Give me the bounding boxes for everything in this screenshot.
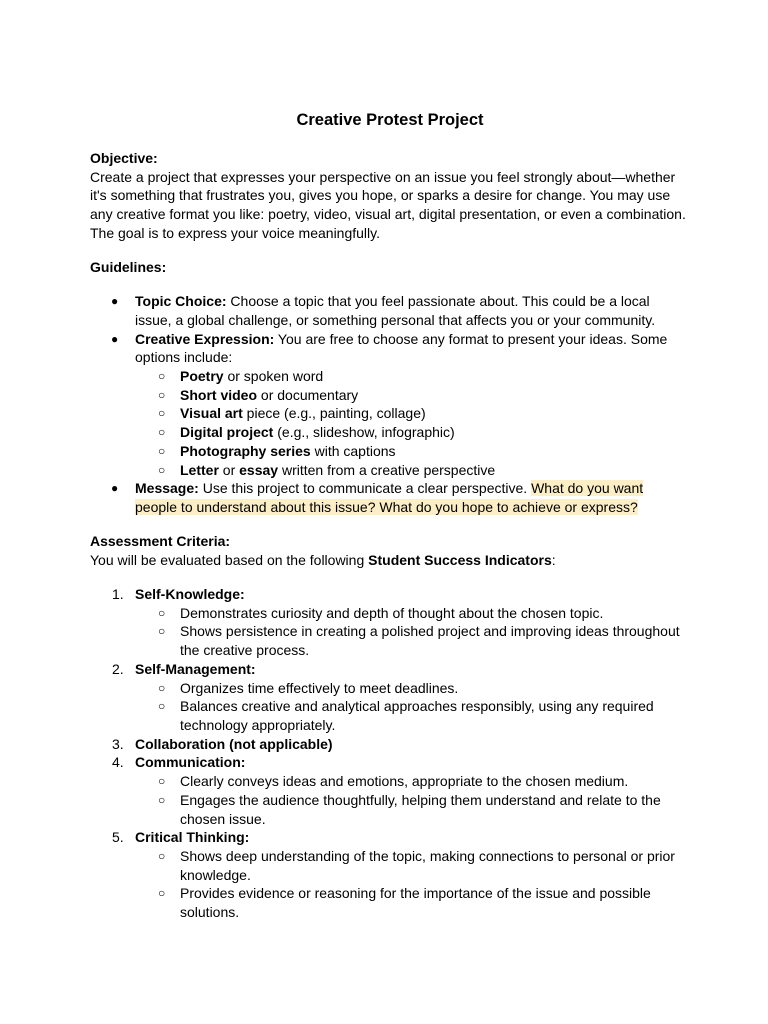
option-text: or documentary bbox=[257, 386, 359, 403]
list-number: 1. bbox=[112, 586, 124, 603]
objective-line-3: any creative format you like: poetry, video, visual art, digital presentation, or even a combination. bbox=[90, 206, 686, 223]
point-text: Provides evidence or reasoning for the importance of the issue and possible bbox=[180, 885, 651, 902]
objective-line-2: it's something that frustrates you, gives you hope, or sparks a desire for change. You may use bbox=[90, 187, 671, 204]
circle-bullet-icon: ○ bbox=[158, 792, 166, 807]
list-item bbox=[90, 622, 690, 659]
list-item bbox=[90, 772, 690, 791]
message-highlight-1: What do you want bbox=[531, 480, 644, 497]
option-text: (e.g., slideshow, infographic) bbox=[273, 424, 455, 441]
point-text: Clearly conveys ideas and emotions, appropriate to the chosen medium. bbox=[180, 773, 629, 790]
list-number: 4. bbox=[112, 754, 124, 771]
list-item bbox=[90, 604, 690, 623]
guidelines-list bbox=[90, 292, 690, 367]
objective-section bbox=[90, 149, 690, 243]
criterion-self-management bbox=[90, 660, 690, 679]
bullet-icon: ● bbox=[111, 294, 119, 309]
page-title: Creative Protest Project bbox=[296, 111, 484, 129]
option-text: or spoken word bbox=[223, 368, 324, 385]
list-item bbox=[90, 847, 690, 884]
topic-choice-label: Topic Choice: bbox=[135, 293, 227, 310]
circle-bullet-icon: ○ bbox=[158, 848, 166, 863]
list-item bbox=[90, 679, 690, 698]
guidelines-section bbox=[90, 258, 690, 517]
point-text: Shows persistence in creating a polished project and improving ideas throughout bbox=[180, 623, 680, 640]
circle-bullet-icon: ○ bbox=[158, 462, 166, 477]
option-bold: Visual art bbox=[180, 405, 243, 422]
objective-heading: Objective: bbox=[90, 150, 158, 166]
bullet-icon: ● bbox=[111, 481, 119, 496]
creative-expression-label: Creative Expression: bbox=[135, 330, 275, 347]
document-page bbox=[90, 108, 690, 922]
circle-bullet-icon: ○ bbox=[158, 774, 166, 789]
circle-bullet-icon: ○ bbox=[158, 680, 166, 695]
circle-bullet-icon: ○ bbox=[158, 624, 166, 639]
point-text: solutions. bbox=[180, 904, 240, 921]
message-highlight-2: people to understand about this issue? What do you hope to achieve or express? bbox=[135, 498, 638, 515]
objective-line-1: Create a project that expresses your perspective on an issue you feel strongly about—whether bbox=[90, 168, 676, 185]
criterion-label: Critical Thinking: bbox=[135, 829, 250, 846]
circle-bullet-icon: ○ bbox=[158, 406, 166, 421]
circle-bullet-icon: ○ bbox=[158, 699, 166, 714]
point-text: the creative process. bbox=[180, 642, 310, 659]
creative-expression-text-1: You are free to choose any format to present your ideas. Some bbox=[274, 330, 668, 347]
list-number: 2. bbox=[112, 660, 124, 677]
format-options-list bbox=[90, 367, 690, 479]
point-text: Engages the audience thoughtfully, helping them understand and relate to the bbox=[180, 791, 661, 808]
list-item bbox=[90, 697, 690, 734]
option-text: or bbox=[218, 461, 240, 478]
option-text: with captions bbox=[310, 442, 396, 459]
option-bold: Digital project bbox=[180, 424, 274, 441]
point-text: Demonstrates curiosity and depth of thought about the chosen topic. bbox=[180, 604, 604, 621]
list-item-message bbox=[90, 479, 690, 516]
list-item-option bbox=[90, 386, 690, 405]
assessment-intro-text: You will be evaluated based on the following bbox=[90, 551, 369, 568]
assessment-section bbox=[90, 532, 690, 922]
point-text: Balances creative and analytical approaches responsibly, using any required bbox=[180, 698, 654, 715]
list-item-option bbox=[90, 423, 690, 442]
objective-line-4: The goal is to express your voice meaningfully. bbox=[90, 224, 380, 241]
option-bold: Letter bbox=[180, 461, 219, 478]
topic-choice-text-2: issue, a global challenge, or something personal that affects you or your community. bbox=[135, 311, 656, 328]
assessment-heading: Assessment Criteria: bbox=[90, 533, 231, 550]
point-text: Organizes time effectively to meet deadlines. bbox=[180, 679, 459, 696]
list-number: 5. bbox=[112, 829, 124, 846]
guidelines-heading: Guidelines: bbox=[90, 259, 167, 276]
circle-bullet-icon: ○ bbox=[158, 387, 166, 402]
assessment-intro-bold: Student Success Indicators bbox=[368, 551, 552, 568]
option-bold: essay bbox=[239, 461, 279, 478]
guidelines-list-continued bbox=[90, 479, 690, 516]
criterion-label: Self-Knowledge: bbox=[135, 586, 245, 603]
topic-choice-text-1: Choose a topic that you feel passionate about. This could be a local bbox=[226, 293, 650, 310]
assessment-intro-end: : bbox=[551, 551, 556, 568]
circle-bullet-icon: ○ bbox=[158, 425, 166, 440]
list-number: 3. bbox=[112, 735, 124, 752]
criterion-label: Communication: bbox=[135, 754, 246, 771]
option-bold: Poetry bbox=[180, 368, 224, 385]
criterion-communication bbox=[90, 753, 690, 772]
option-text: piece (e.g., painting, collage) bbox=[242, 405, 426, 422]
list-item-topic-choice bbox=[90, 292, 690, 329]
point-text: technology appropriately. bbox=[180, 716, 336, 733]
circle-bullet-icon: ○ bbox=[158, 886, 166, 901]
bullet-icon: ● bbox=[111, 331, 119, 346]
list-item-option bbox=[90, 404, 690, 423]
list-item-creative-expression bbox=[90, 330, 690, 367]
circle-bullet-icon: ○ bbox=[158, 443, 166, 458]
point-text: Shows deep understanding of the topic, making connections to personal or prior bbox=[180, 847, 675, 864]
point-text: knowledge. bbox=[180, 866, 251, 883]
list-item-option bbox=[90, 442, 690, 461]
assessment-intro bbox=[90, 551, 690, 570]
circle-bullet-icon: ○ bbox=[158, 369, 166, 384]
list-item bbox=[90, 791, 690, 828]
option-bold: Short video bbox=[180, 386, 258, 403]
option-bold: Photography series bbox=[180, 442, 311, 459]
criterion-collaboration bbox=[90, 735, 690, 754]
criterion-self-knowledge bbox=[90, 585, 690, 604]
criterion-label: Collaboration (not applicable) bbox=[135, 735, 333, 752]
message-label: Message: bbox=[135, 480, 199, 497]
criterion-critical-thinking bbox=[90, 828, 690, 847]
circle-bullet-icon: ○ bbox=[158, 605, 166, 620]
option-text: written from a creative perspective bbox=[278, 461, 496, 478]
list-item bbox=[90, 884, 690, 921]
criterion-label: Self-Management: bbox=[135, 660, 256, 677]
criteria-list bbox=[90, 585, 690, 922]
creative-expression-text-2: options include: bbox=[135, 349, 233, 366]
list-item-option bbox=[90, 367, 690, 386]
message-text: Use this project to communicate a clear perspective. bbox=[198, 480, 532, 497]
list-item-option-letter bbox=[90, 461, 690, 480]
point-text: chosen issue. bbox=[180, 810, 266, 827]
